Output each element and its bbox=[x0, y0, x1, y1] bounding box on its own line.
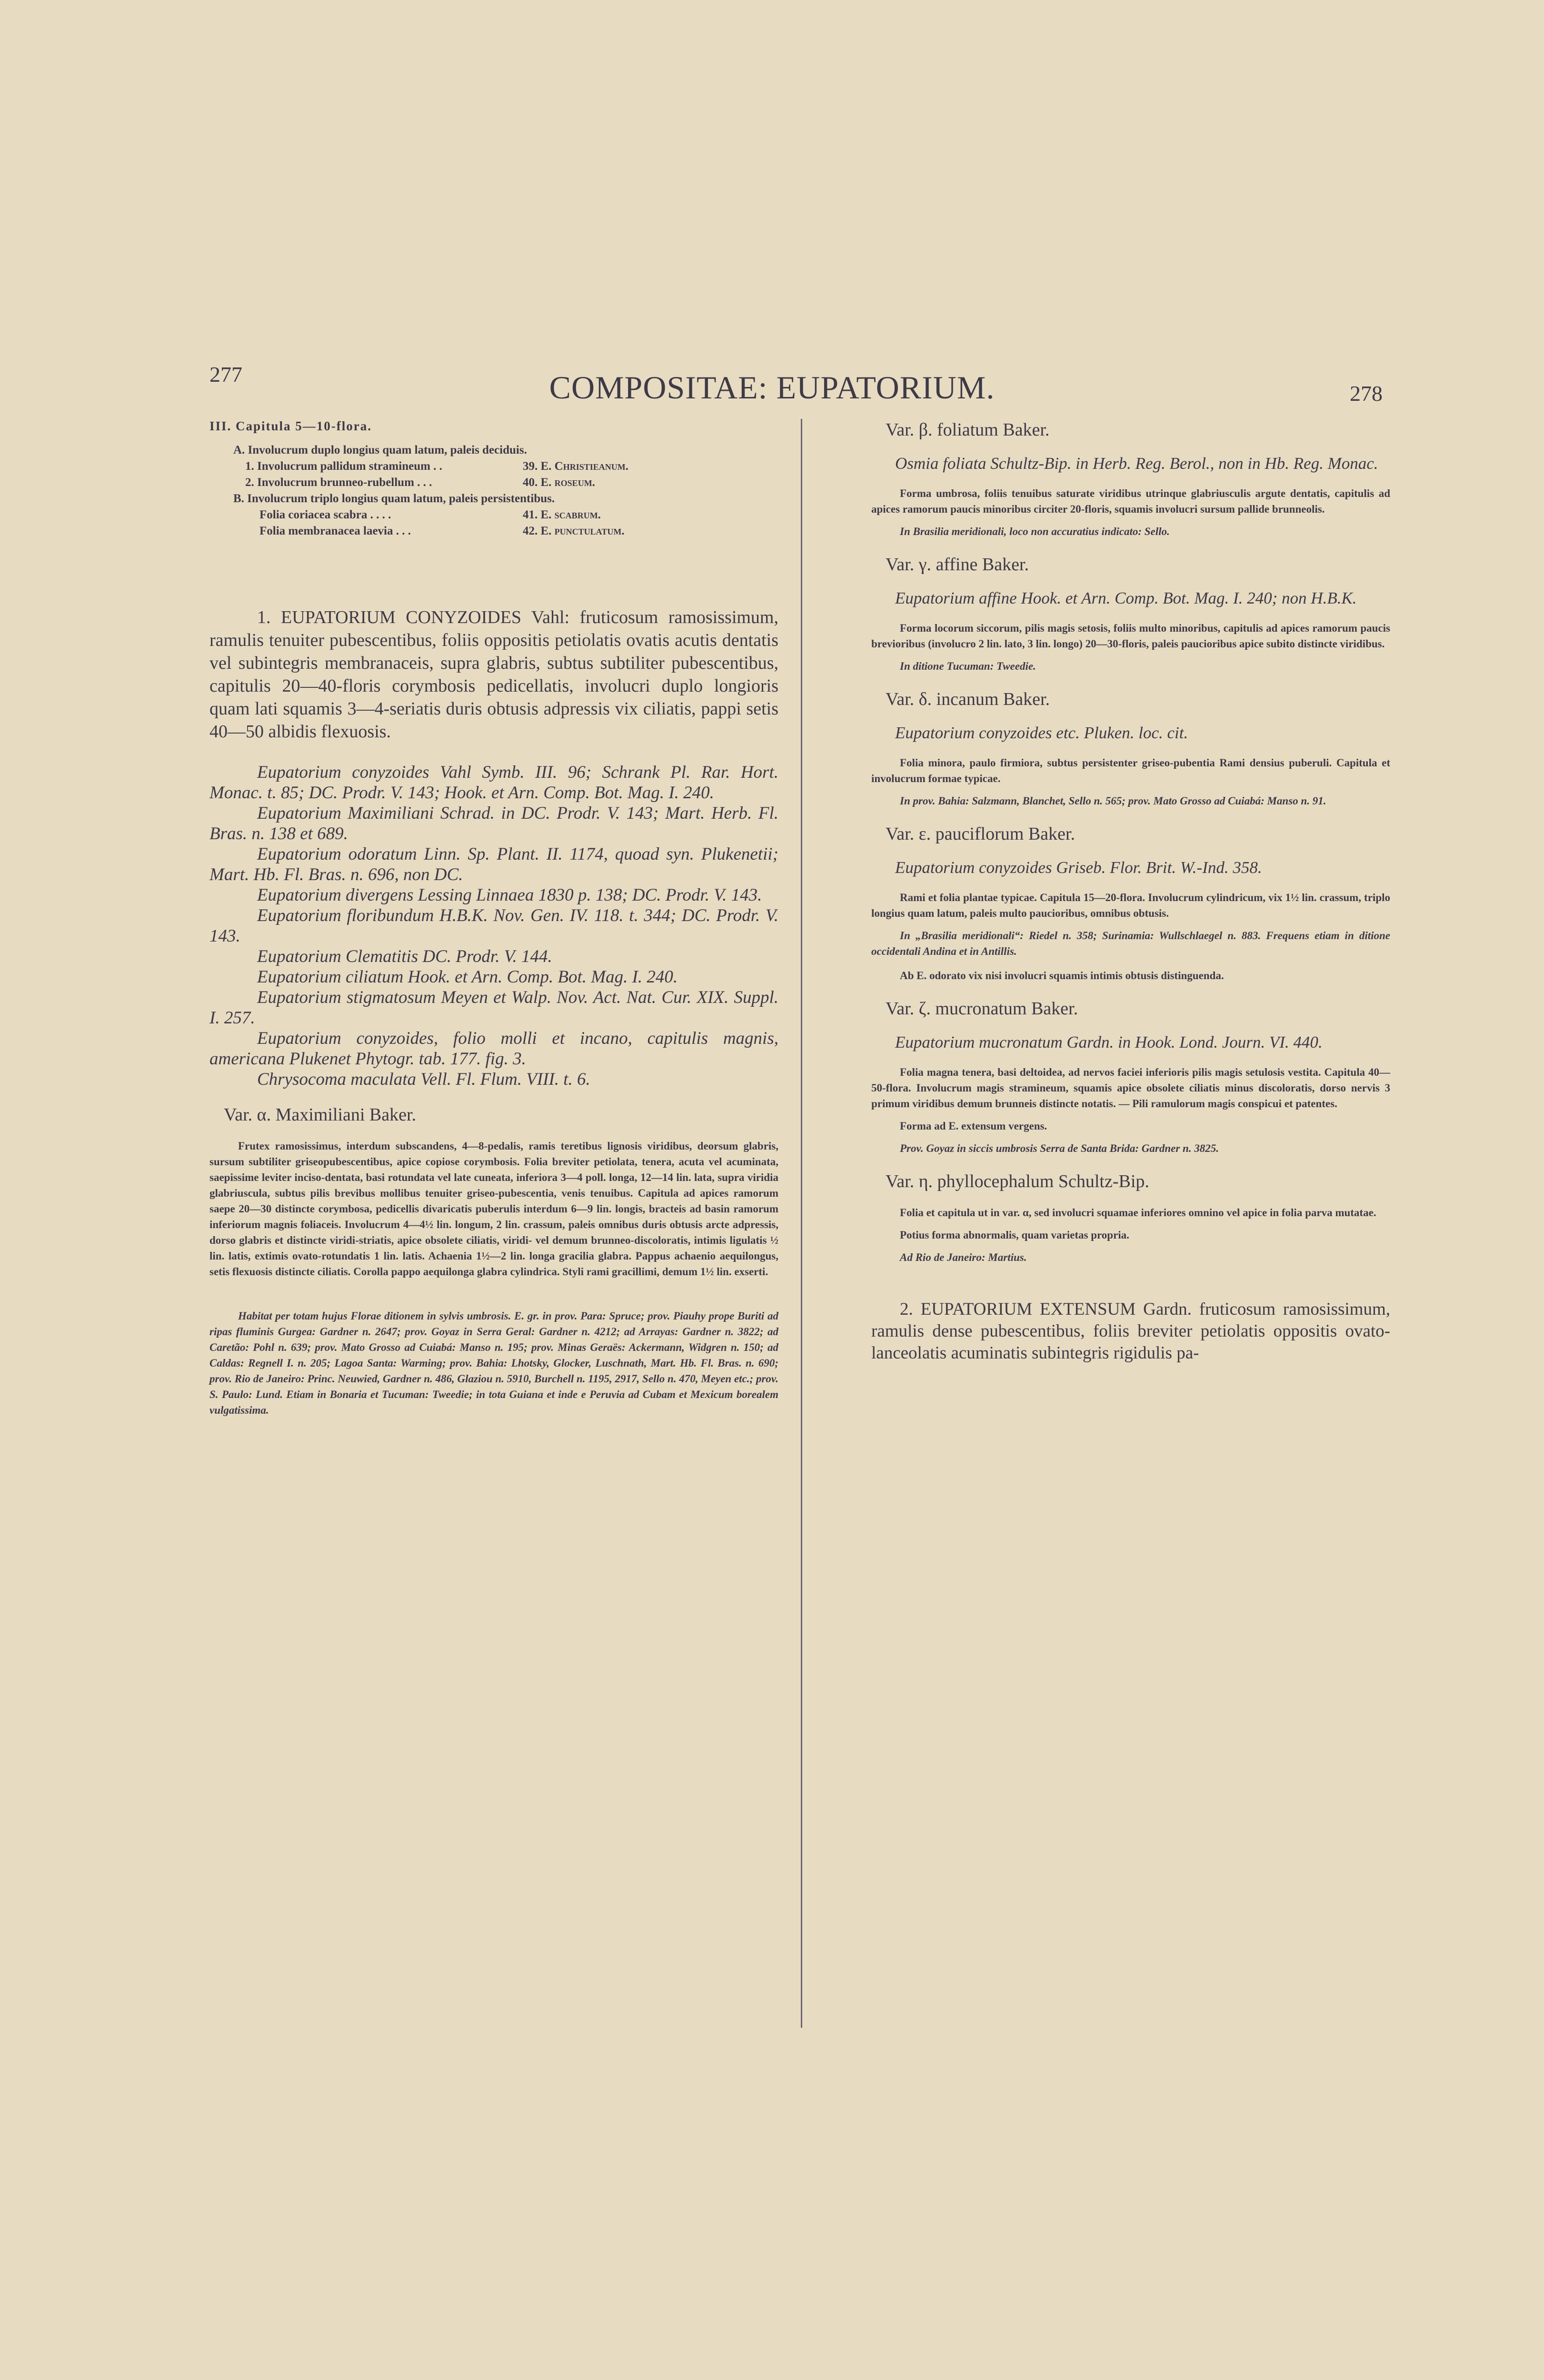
synonym: Eupatorium conyzoides, folio molli et incano, capitulis magnis, americana Plukenet Phytogr. tab. 177. fig. 3. bbox=[209, 1029, 778, 1069]
variety-alpha-heading: Var. α. Maximiliani Baker. bbox=[224, 1105, 417, 1125]
variety-epsilon-synonym: Eupatorium conyzoides Griseb. Flor. Brit. W.-Ind. 358. bbox=[895, 858, 1262, 877]
species-1-description: 1. EUPATORIUM CONYZOIDES Vahl: fruticosum ramosissimum, ramulis tenuiter pubescentibus, foliis oppositis petiolatis ovatis acutis dentatis vel subintegris membranaceis, supra glabris, subtus subtiliter pubescentibus, capitulis 20—40-floris corymbosis pedicellatis, involucri duplo longioris quam lati squamis 3—4-seriatis duris obtusis adpressis vix ciliatis, pappi setis 40—50 albidis flexuosis. bbox=[209, 607, 778, 742]
synonym-list bbox=[209, 762, 778, 1090]
variety-epsilon-heading: Var. ε. pauciflorum Baker. bbox=[886, 824, 1075, 844]
variety-beta-description: Forma umbrosa, foliis tenuibus saturate viridibus utrinque glabriusculis argute dentatis, capitulis ad apices ramorum paucis minoribus circiter 20-floris, squamis involucri sursum pallide brunneolis. bbox=[871, 487, 1390, 515]
key-b-head: B. Involucrum triplo longius quam latum, paleis persistentibus. bbox=[233, 492, 555, 505]
key-title: III. Capitula 5—10-flora. bbox=[209, 419, 372, 433]
variety-beta-heading: Var. β. foliatum Baker. bbox=[886, 420, 1050, 440]
variety-alpha-habitat: Habitat per totam hujus Florae ditionem in sylvis umbrosis. E. gr. in prov. Para: Spruce; prov. Piauhy prope Buriti ad ripas fluminis Gurgea: Gardner n. 2647; prov. Goyaz in Serra Geral: Gardner n. 4212; ad Arrayas: Gardner n. 3822; ad Caretão: Pohl n. 639; prov. Mato Grosso ad Cuiabá: Manso n. 195; prov. Minas Geraës: Ackermann, Widgren n. 150; ad Caldas: Regnell I. n. 205; Lagoa Santa: Warming; prov. Bahia: Lhotsky, Glocker, Luschnath, Mart. Hb. Fl. Bras. n. 690; prov. Rio de Janeiro: Princ. Neuwied, Gardner n. 486, Glaziou n. 5910, Burchell n. 1195, 2917, Sello n. 470, Meyen etc.; prov. S. Paulo: Lund. Etiam in Bonaria et Tucuman: Tweedie; in tota Guiana et inde e Peruvia ad Cubam et Mexicum borealem vulgatissima. bbox=[209, 1310, 778, 1416]
variety-zeta-description: Folia magna tenera, basi deltoidea, ad nervos faciei inferioris pilis magis setulosis vestita. Capitula 40—50-flora. Involucrum magis stramineum, squamis apice obsolete ciliatis minus discoloratis, dorso nervis 3 primum viridibus demum brunneis distincte notatis. — Pili ramulorum magis conspicui et patentes. bbox=[871, 1066, 1390, 1110]
key-a2: 2. Involucrum brunneo-rubellum . . . 40. E. roseum. bbox=[245, 476, 595, 489]
variety-eta-note: Potius forma abnormalis, quam varietas propria. bbox=[900, 1229, 1129, 1241]
variety-gamma-habitat: In ditione Tucuman: Tweedie. bbox=[900, 660, 1036, 672]
synonym: Eupatorium ciliatum Hook. et Arn. Comp. Bot. Mag. I. 240. bbox=[257, 967, 678, 987]
variety-beta-synonym: Osmia foliata Schultz-Bip. in Herb. Reg. Berol., non in Hb. Reg. Monac. bbox=[895, 454, 1378, 473]
variety-zeta-habitat: Prov. Goyaz in siccis umbrosis Serra de Santa Brida: Gardner n. 3825. bbox=[900, 1142, 1219, 1154]
key-a1: 1. Involucrum pallidum stramineum . . 39. E. Christieanum. bbox=[245, 460, 628, 473]
variety-zeta-synonym: Eupatorium mucronatum Gardn. in Hook. Lond. Journ. VI. 440. bbox=[895, 1033, 1323, 1051]
key-a-head: A. Involucrum duplo longius quam latum, paleis deciduis. bbox=[233, 444, 527, 456]
variety-eta-heading: Var. η. phyllocephalum Schultz-Bip. bbox=[886, 1171, 1149, 1191]
right-page-number: 278 bbox=[1350, 381, 1383, 406]
synonym: Eupatorium floribundum H.B.K. Nov. Gen. IV. 118. t. 344; DC. Prodr. V. 143. bbox=[209, 906, 778, 946]
variety-alpha-description: Frutex ramosissimus, interdum subscandens, 4—8-pedalis, ramis teretibus lignosis viridibus, deorsum glabris, sursum subtiliter griseopubescentibus, apice copiose corymbosis. Folia breviter petiolata, tenera, acuta vel acuminata, saepissime leviter inciso-dentata, basi rotundata vel late cuneata, inferiora 3—4 poll. longa, 12—14 lin. lata, supra viridia glabriuscula, subtus pilis brevibus mollibus tenuiter griseo-pubescentia, venis tenuibus. Capitula ad apices ramorum saepe 20—30 distincte corymbosa, pedicellis divaricatis puberulis interdum 6—9 lin. longis, bracteis ad basin ramorum inferiorum magnis foliaceis. Involucrum 4—4½ lin. longum, 2 lin. crassum, paleis omnibus duris obtusis arcte adpressis, dorso glabris et distincte viridi-striatis, apice obsolete ciliatis, viridi- vel demum brunneo-discoloratis, intimis ligulatis ½ lin. latis, extimis ovato-rotundatis 1 lin. latis. Achaenia 1½—2 lin. longa gracilia glabra. Pappus achaenio aequilongus, setis flexuosis distincte ciliatis. Corolla pappo aequilonga glabra cylindrica. Styli rami gracillimi, demum 1½ lin. exserti. bbox=[209, 1140, 778, 1278]
variety-epsilon-habitat: In „Brasilia meridionali“: Riedel n. 358; Surinamia: Wullschlaegel n. 883. Frequens etiam in ditione occidentali Andina et in Antillis. bbox=[871, 930, 1390, 957]
running-title: COMPOSITAE: EUPATORIUM. bbox=[549, 369, 995, 406]
variety-epsilon-note: Ab E. odorato vix nisi involucri squamis intimis obtusis distinguenda. bbox=[900, 970, 1224, 982]
variety-epsilon-description: Rami et folia plantae typicae. Capitula 15—20-flora. Involucrum cylindricum, vix 1½ lin. crassum, triplo longius quam latum, paleis multo paucioribus, omnibus obtusis. bbox=[871, 892, 1390, 919]
variety-gamma-synonym: Eupatorium affine Hook. et Arn. Comp. Bot. Mag. I. 240; non H.B.K. bbox=[895, 589, 1357, 607]
synonym: Eupatorium odoratum Linn. Sp. Plant. II. 1174, quoad syn. Plukenetii; Mart. Hb. Fl. Bras. n. 696, non DC. bbox=[209, 844, 778, 884]
variety-beta-habitat: In Brasilia meridionali, loco non accuratius indicato: Sello. bbox=[900, 526, 1170, 537]
variety-gamma-heading: Var. γ. affine Baker. bbox=[886, 555, 1029, 575]
variety-delta-description: Folia minora, paulo firmiora, subtus persistenter griseo-pubentia Rami densius puberuli. Capitula et involucrum formae typicae. bbox=[871, 757, 1390, 784]
variety-gamma-description: Forma locorum siccorum, pilis magis setosis, foliis multo minoribus, capitulis ad apices ramorum paucis brevioribus (involucro 2 lin. lato, 3 lin. longo) 20—30-floris, paleis paucioribus apice subito distincte viridibus. bbox=[871, 622, 1390, 650]
key-b1: Folia coriacea scabra . . . . 41. E. scabrum. bbox=[259, 508, 601, 521]
variety-delta-heading: Var. δ. incanum Baker. bbox=[886, 689, 1050, 709]
species-key bbox=[209, 419, 778, 539]
variety-zeta-heading: Var. ζ. mucronatum Baker. bbox=[886, 999, 1078, 1019]
synonym: Eupatorium Clematitis DC. Prodr. V. 144. bbox=[257, 947, 552, 966]
variety-eta-habitat: Ad Rio de Janeiro: Martius. bbox=[900, 1251, 1027, 1263]
column-divider bbox=[801, 419, 802, 2028]
key-b2: Folia membranacea laevia . . . 42. E. punctulatum. bbox=[259, 525, 625, 537]
synonym: Eupatorium stigmatosum Meyen et Walp. Nov. Act. Nat. Cur. XIX. Suppl. I. 257. bbox=[209, 988, 778, 1028]
variety-zeta-note: Forma ad E. extensum vergens. bbox=[900, 1120, 1047, 1132]
variety-delta-habitat: In prov. Bahia: Salzmann, Blanchet, Sello n. 565; prov. Mato Grosso ad Cuiabá: Manso n. 91. bbox=[900, 795, 1326, 807]
synonym: Eupatorium conyzoides Vahl Symb. III. 96; Schrank Pl. Rar. Hort. Monac. t. 85; DC. Prodr. V. 143; Hook. et Arn. Comp. Bot. Mag. I. 240. bbox=[209, 763, 778, 803]
synonym: Eupatorium divergens Lessing Linnaea 1830 p. 138; DC. Prodr. V. 143. bbox=[257, 885, 762, 905]
synonym: Chrysocoma maculata Vell. Fl. Flum. VIII. t. 6. bbox=[257, 1070, 590, 1089]
left-column bbox=[209, 419, 778, 1427]
variety-delta-synonym: Eupatorium conyzoides etc. Pluken. loc. cit. bbox=[895, 724, 1188, 742]
variety-eta-description: Folia et capitula ut in var. α, sed involucri squamae inferiores omnino vel apice in folia parva mutatae. bbox=[900, 1207, 1376, 1219]
species-2-description: 2. EUPATORIUM EXTENSUM Gardn. fruticosum ramosissimum, ramulis dense pubescentibus, foliis breviter petiolatis oppositis ovato-lanceolatis acuminatis subintegris rigidulis pa- bbox=[871, 1299, 1390, 1363]
right-column bbox=[871, 419, 1390, 1383]
synonym: Eupatorium Maximiliani Schrad. in DC. Prodr. V. 143; Mart. Herb. Fl. Bras. n. 138 et 689. bbox=[209, 803, 778, 843]
left-page-number: 277 bbox=[209, 362, 242, 387]
